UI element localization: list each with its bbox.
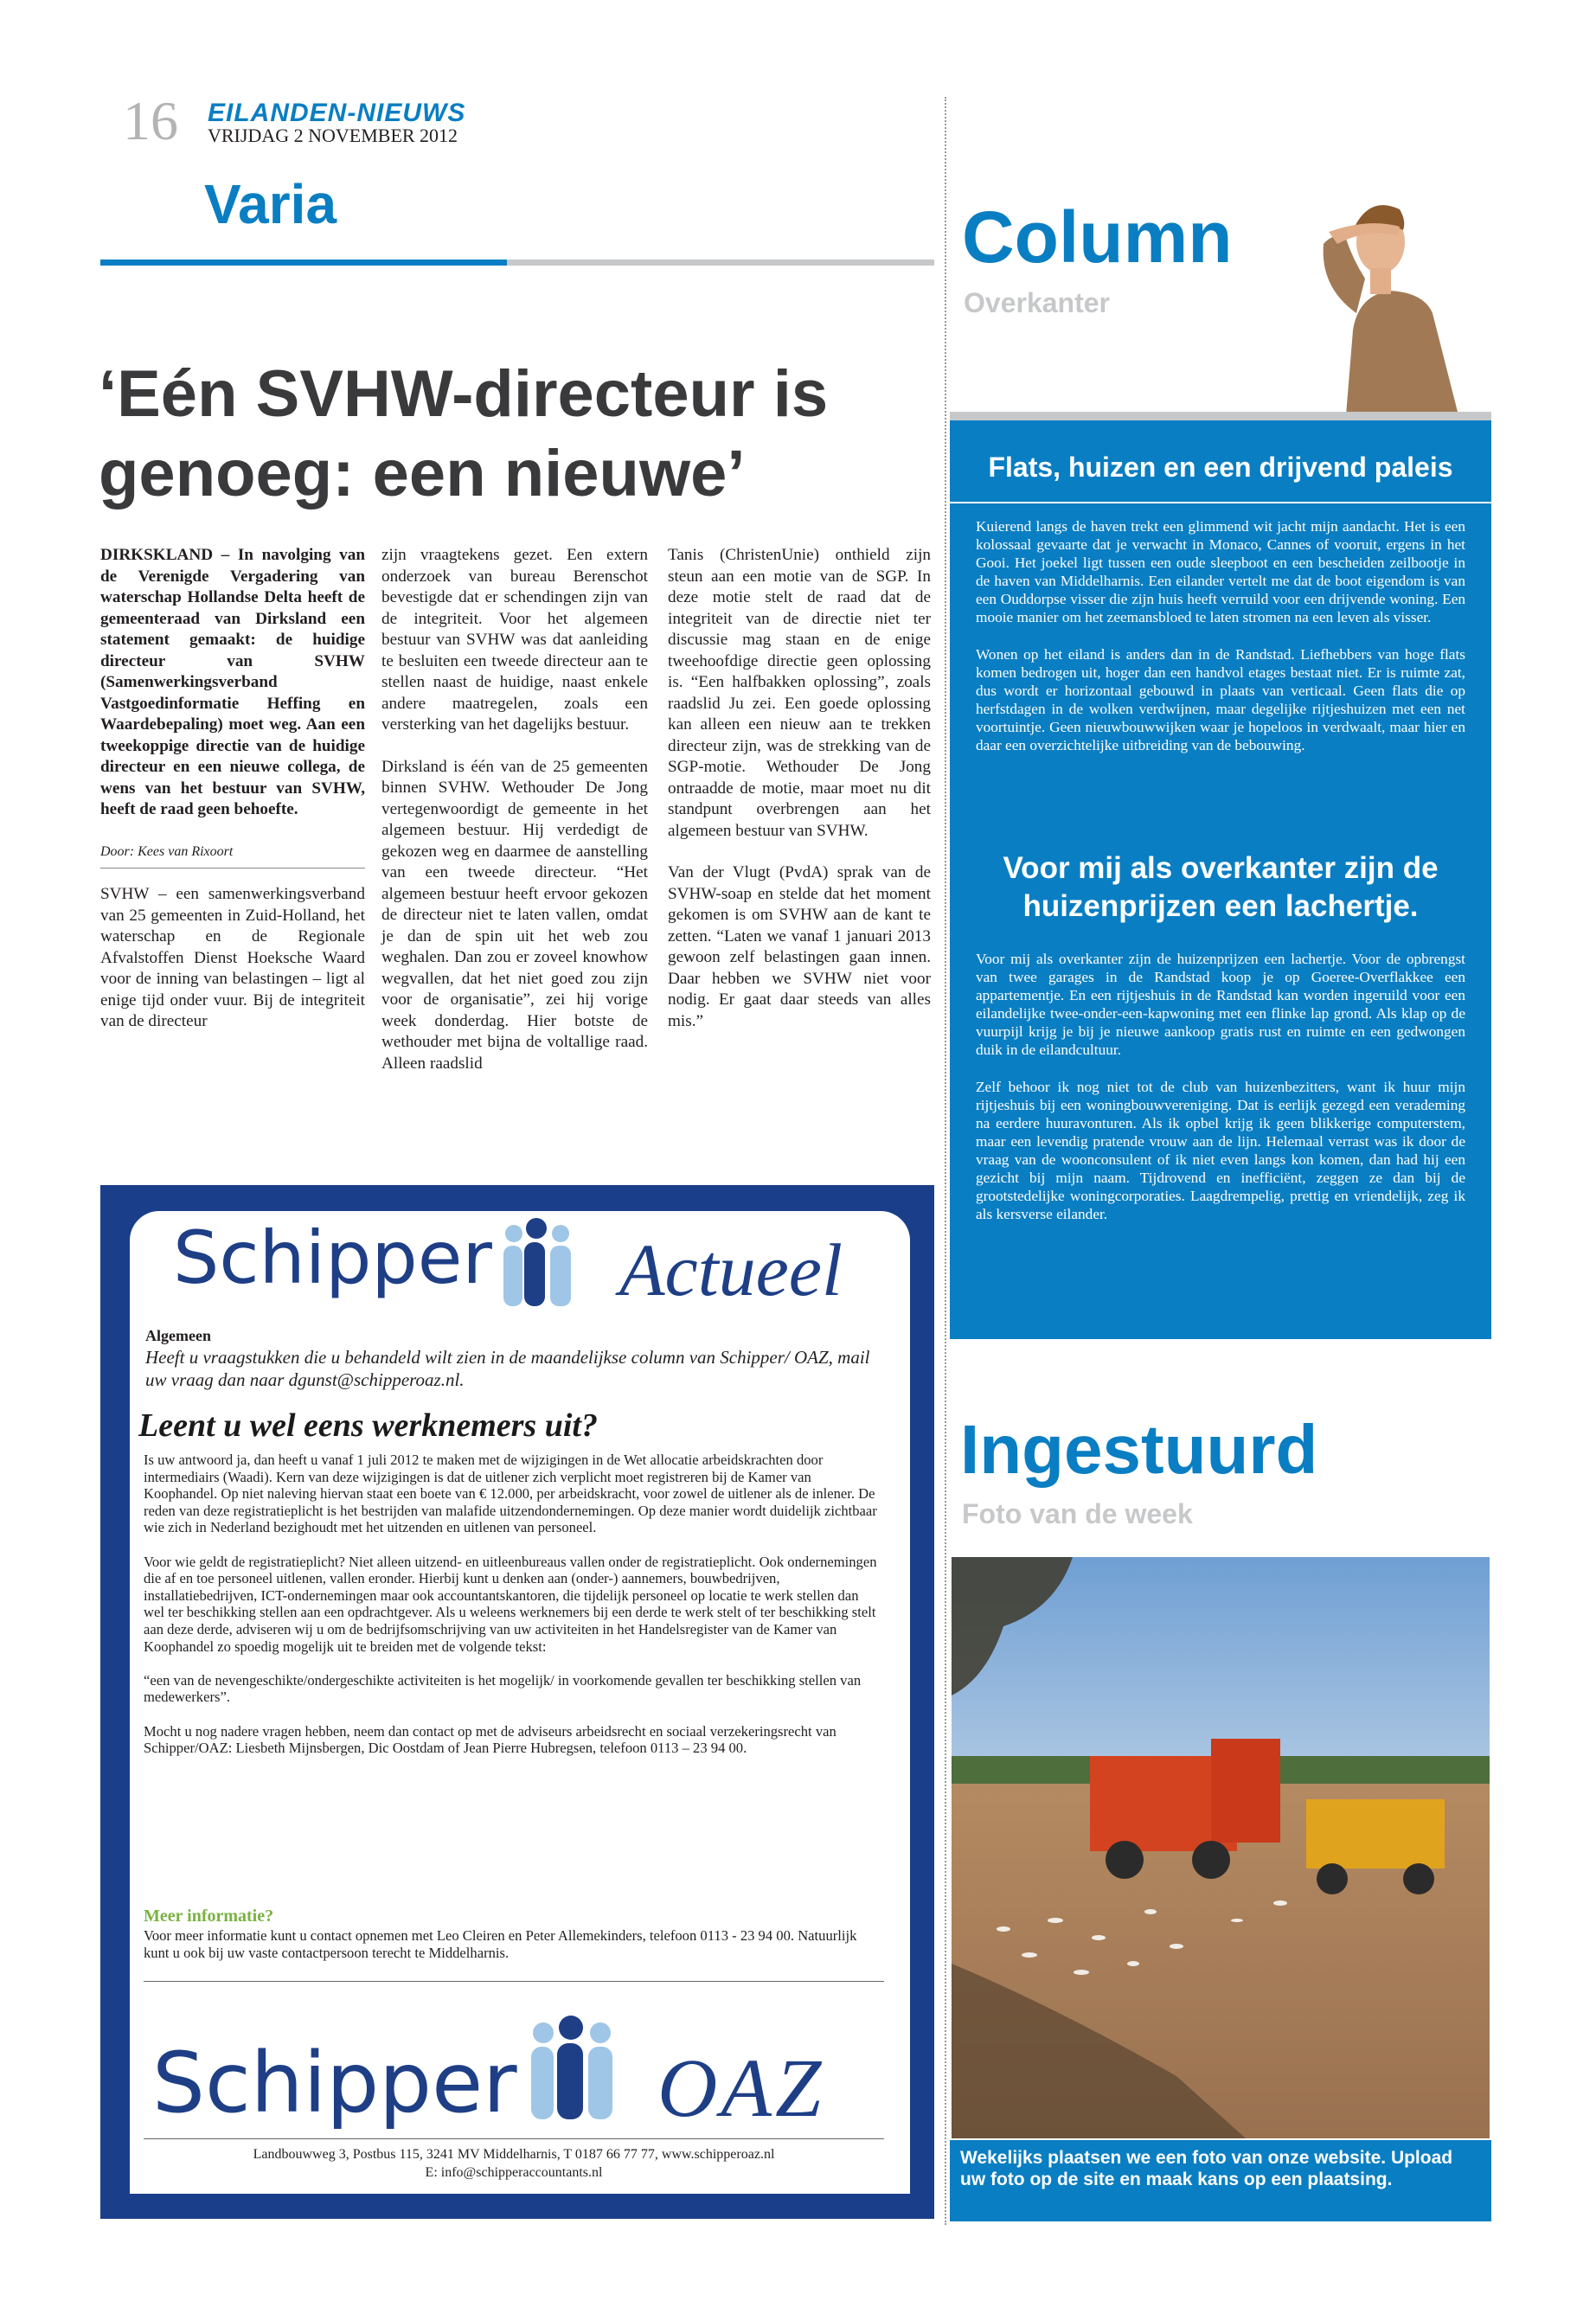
oaz-logo-text: OAZ bbox=[657, 2041, 825, 2134]
schipper-oaz-people-icon bbox=[519, 2016, 631, 2121]
photo-of-the-week bbox=[952, 1557, 1490, 2138]
columnist-photo bbox=[1285, 183, 1493, 415]
ad-email-line: E: info@schipperaccountants.nl bbox=[425, 2165, 603, 2180]
photo-caption: Wekelijks plaatsen we een foto van onze website. Upload uw foto op de site en maak kans op een plaatsing. bbox=[950, 2140, 1491, 2221]
section-rule-accent bbox=[100, 260, 507, 266]
article-column-3 bbox=[668, 545, 931, 1053]
ad-address bbox=[144, 2145, 884, 2182]
ingestuurd-subheading: Foto van de week bbox=[962, 1498, 1193, 1529]
section-rule bbox=[507, 260, 934, 266]
ad-general-text: Heeft u vraagstukken die u behandeld wilt zien in de maandelijkse column van Schipper/ OAZ, mail uw vraag dan naar dgunst@schipperoaz.nl. bbox=[145, 1347, 870, 1390]
ad-paragraph: Voor wie geldt de registratieplicht? Niet alleen uitzend- en uitleenbureaus vallen onder de registratieplicht. Ook ondernemingen die af en toe personeel uitlenen, vallen eronder. Hierbij kunt u denken aan (onder-) aannemers, bouwbedrijven, installatiebedrijven, ICT-ondernemingen maar ook accountantskantoren, die tijdelijk personeel op locatie te werk stellen dan wel ter beschikking stellen aan een opdrachtgever. Als u weleens werknemers bij een derde te werk stelt of ter beschikking stelt aan deze derde, adviseren wij u om de bedrijfsomschrijving van uw activiteiten in het Handelsregister van de Kamer van Koophandel zo spoedig mogelijk uit te breiden met de volgende tekst: bbox=[144, 1553, 877, 1655]
article-byline: Door: Kees van Rixoort bbox=[100, 842, 365, 869]
ad-paragraph: Mocht u nog nadere vragen hebben, neem dan contact op met de adviseurs arbeidsrecht en sociaal verzekeringsrecht van Schipper/OAZ: Liesbeth Mijnsbergen, Dic Oostdam of Jean Pierre Hubregsen, telefoon 0113 – 23 94 00. bbox=[144, 1722, 836, 1757]
ad-more-info-heading: Meer informatie? bbox=[144, 1907, 274, 1926]
schipper-logo-text: Schipper bbox=[173, 1215, 492, 1300]
article-lead: DIRKSKLAND – In navolging van de Verenigde Vergadering van waterschap Hollandse Delta heeft de gemeenteraad van Dirksland een statement gemaakt: de huidige directeur van SVHW (Samenwerkingsverband Vastgoedinformatie Heffing en Waardebepaling) moet weg. Aan een tweekoppige directie van de huidige directeur en een nieuwe collega, de wens van het bestuur van SVHW, heeft de raad geen behoefte. bbox=[100, 546, 365, 818]
column-text-top bbox=[976, 517, 1465, 772]
article-column-1 bbox=[100, 545, 365, 1054]
article-paragraph: Dirksland is één van de 25 gemeenten binnen SVHW. Wethouder De Jong vertegenwoordigt de gemeente in het algemeen bestuur. Hij verdedigt de gekozen weg en daarmee de aanstelling van een tweede directeur. “Het algemeen bestuur heeft ervoor gekozen de directeur niet te laten vallen, omdat je dan de spin uit het web zou weghalen. Dan zou er zoveel knowhow wegvallen, dat het niet goed zou zijn voor de organisatie”, zei hij vorige week donderdag. Hier botste de wethouder met bijna de voltallige raad. Alleen raadslid bbox=[381, 757, 648, 1073]
article-paragraph: Van der Vlugt (PvdA) sprak van de SVHW-soap en stelde dat het moment gekomen is om SVHW aan de kant te zetten. “Laten we vanaf 1 januari 2013 gewoon zelf belastingen gaan innen. Daar hebben we SVHW niet voor nodig. Er gaat daar steeds van alles mis.” bbox=[668, 863, 931, 1030]
article-headline: ‘Eén SVHW-directeur is genoeg: een nieuwe’ bbox=[99, 357, 829, 510]
article-paragraph: zijn vraagtekens gezet. Een extern onderzoek van bureau Berenschot bevestigde dat er schendingen zijn van de integriteit. Voor het algemeen bestuur van SVHW was dat aanleiding te besluiten een tweede directeur aan te stellen naast de huidige, naast enkele andere maatregelen, zoals een versterking van het dagelijks bestuur. bbox=[381, 546, 648, 734]
article-paragraph: SVHW – een samenwerkingsverband van 25 gemeenten in Zuid-Holland, het waterschap en de Regionale Afvalstoffen Dienst Hoeksche Waard voor de inning van belastingen – ligt al enige tijd onder vuur. Bij de integriteit van de directeur bbox=[100, 885, 365, 1030]
column-text-bottom bbox=[976, 950, 1465, 1241]
actueel-logo-text: Actueel bbox=[619, 1228, 843, 1311]
ad-paragraph: Is uw antwoord ja, dan heeft u vanaf 1 juli 2012 te maken met de wijzigingen in de Wet allocatie arbeidskrachten door intermediairs (Waadi). Kern van deze wijzigingen is dat de uitlener zich verplicht moet registreren bij de Kamer van Koophandel. Op niet naleving hiervan staat een boete van € 12.000, per arbeidskracht, voor zowel de uitlener als de inlener. De reden van deze registratieplicht is het bestrijden van malafide uitzendondernemingen. Op deze manier wordt duidelijk zichtbaar wie zich in Nederland bezighoudt met het uitzenden en uitlenen van personeel. bbox=[144, 1452, 877, 1536]
article-paragraph: Tanis (ChristenUnie) onthield zijn steun aan een motie van de SGP. In deze motie stelt de raad dat de integriteit van de directie niet ter discussie mag staan en de enige tweehoofdige directie geen oplossing is. “Een halfbakken oplossing”, zoals raadslid Ju zei. Een goede oplossing kan alleen een nieuw aan te trekken directeur zijn, was de strekking van de SGP-motie. Wethouder De Jong ontraadde de motie, maar moet nu dit standpunt overbrengen aan het algemeen bestuur van SVHW. bbox=[668, 546, 931, 840]
issue-date: VRIJDAG 2 NOVEMBER 2012 bbox=[208, 125, 458, 146]
ad-more-info-text: Voor meer informatie kunt u contact opnemen met Leo Cleiren en Peter Allemekinders, telefoon 0113 - 23 94 00. Natuurlijk kunt u ook bij uw vaste contactpersoon terecht te Middelharnis. bbox=[144, 1927, 857, 1961]
column-pull-quote: Voor mij als overkanter zijn de huizenprijzen een lachertje. bbox=[1003, 851, 1439, 923]
column-paragraph: Kuierend langs de haven trekt een glimmend wit jacht mijn aandacht. Het is een kolossaal gevaarte dat je verwacht in Monaco, Cannes of vooruit, ergens in het Gooi. Het joekel ligt tussen een oude sleepboot en een bescheiden zeilbootje in de haven van Middelharnis. Een eilander vertelt me dat de boot eigendom is van een Ouddorpse visser die zijn huis heeft verruild voor een drijvende woning. Een mooie manier om het zeemansbloed te laten stromen na een leven als visser. bbox=[976, 518, 1465, 626]
ad-paragraph: “een van de nevengeschikte/ondergeschikte activiteiten is het mogelijk/ in voorkomende gevallen ter beschikking stellen van medewerkers”. bbox=[144, 1671, 862, 1706]
section-title: Varia bbox=[204, 173, 337, 235]
ad-heading: Leent u wel eens werknemers uit? bbox=[138, 1407, 598, 1444]
ad-address-line: Landbouwweg 3, Postbus 115, 3241 MV Middelharnis, T 0187 66 77 77, www.schipperoaz.nl bbox=[253, 2147, 775, 2162]
column-separator bbox=[945, 97, 946, 2225]
ad-body bbox=[144, 1452, 879, 1773]
ad-divider bbox=[144, 1981, 884, 1982]
column-subheading: Overkanter bbox=[964, 287, 1110, 318]
column-paragraph: Voor mij als overkanter zijn de huizenprijzen een lachertje. Voor de opbrengst van twee garages in de Randstad koop je op Goeree-Overflakkee een appartementje. En een rijtjeshuis in de Randstad kan worden ingeruild voor een eilandelijke twee-onder-een-kapwoning met een flinke lap grond. Als klap op de vuurpijl krijg je bij je nieuwe aankoop gratis rust en ruimte en een gedwongen duik in de eilandcultuur. bbox=[976, 951, 1465, 1059]
column-paragraph: Wonen op het eiland is anders dan in de Randstad. Liefhebbers van hoge flats komen bedrogen uit, hoger dan een handvol etages bestaat niet. Er is ruimte zat, dus wordt er horizontaal gebouwd in plaats van verticaal. Geen flats die op herfstdagen in de wolken verdwijnen, maar degelijke rijtjeshuizen met een net voortuintje. Geen nieuwbouwwijken waar je hopeloos in verdwaalt, maar hier en daar een overzichtelijke uitbreiding van de bebouwing. bbox=[976, 645, 1465, 754]
column-paragraph: Zelf behoor ik nog niet tot de club van huizenbezitters, want ik huur mijn rijtjeshuis bij een woningbouwvereniging. Dat is eerlijk gezegd een verademing na eerdere huuravonturen. Als ik opbel krijg ik geen blikkerige computerstem, maar een levendig pratende vrouw aan de lijn. Helemaal verrast was ik door de vraag van de woonconsulent of ik niet even langs kon komen, dan had hij een gezicht bij mijn naam. Tijdrovend en inefficiënt, zeggen ze dan bij de grootstedelijke woningcorporaties. Laagdrempelig, prettig en vriendelijk, zeg ik als kersverse eilander. bbox=[976, 1078, 1465, 1223]
column-title: Flats, huizen en een drijvend paleis bbox=[988, 452, 1453, 483]
column-heading: Column bbox=[962, 196, 1233, 278]
schipper-people-logo-icon bbox=[493, 1218, 588, 1308]
paper-name: EILANDEN-NIEUWS bbox=[208, 99, 466, 127]
article-column-2 bbox=[381, 545, 648, 1095]
ad-divider bbox=[144, 2138, 884, 2139]
column-top-band bbox=[950, 412, 1491, 420]
column-title-rule bbox=[950, 502, 1491, 503]
page-number: 16 bbox=[123, 90, 178, 151]
schipper-oaz-logo-text: Schipper bbox=[152, 2035, 517, 2131]
ingestuurd-heading: Ingestuurd bbox=[960, 1411, 1318, 1488]
ad-general-heading: Algemeen bbox=[145, 1327, 211, 1344]
